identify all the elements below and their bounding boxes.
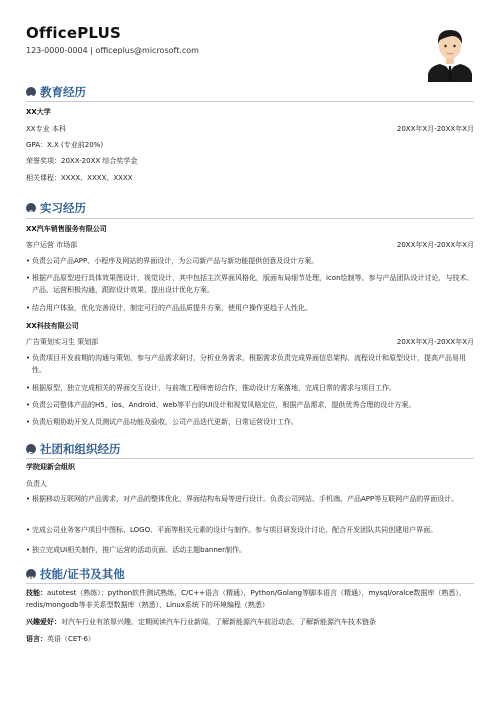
job-role: 广告策划实习生 策划部 bbox=[26, 338, 99, 346]
section-education-header bbox=[26, 84, 86, 100]
list-item: • 负责公司整体产品的H5、ios、Android、web等平台的UI设计和视觉风格定位，根据产品需求，提供优秀合理的设计方案。 bbox=[26, 399, 476, 411]
list-item: • 负责公司产品APP、小程序及网站的界面设计，为公司新产品与新功能提供创意及设计方案。 bbox=[26, 255, 476, 267]
section-title: 实习经历 bbox=[40, 201, 86, 215]
school-name: XX大学 bbox=[26, 108, 51, 116]
section-divider bbox=[26, 101, 474, 102]
hobbies-line bbox=[26, 616, 476, 628]
language-line bbox=[26, 633, 476, 645]
list-item: • 根据产品原型进行具体效果图设计，视觉设计，其中包括主次界面风格化，版面布局细节处理，icon绘制等。参与产品团队设计讨论，与技术、产品、运营积极沟通，跟踪设计效果，提出设计优化方案。 bbox=[26, 272, 476, 296]
grid-icon bbox=[26, 569, 36, 579]
organization-name: 学院迎新会组织 bbox=[26, 463, 75, 471]
candidate-name: OfficePLUS bbox=[26, 24, 122, 42]
skills-text: autotest（熟练）；python软件测试熟练，C/C++语言（精通），Python/Golang等脚本语言（精通），mysql/oralce数据库（熟悉），redis/mongodb等非关系型数据库（熟悉），Linux系统下的环境编程（熟悉） bbox=[26, 589, 466, 609]
job-role-row bbox=[26, 338, 474, 347]
awards: 荣誉奖项：20XX-20XX 综合奖学金 bbox=[26, 157, 138, 165]
contact-info: 123-0000-0004 | officeplus@microsoft.com bbox=[26, 46, 199, 55]
section-title: 教育经历 bbox=[40, 85, 86, 99]
section-divider bbox=[26, 458, 474, 459]
language-label: 语言： bbox=[26, 635, 47, 643]
language-text: 英语（CET-6） bbox=[47, 635, 95, 643]
list-item: • 结合用户体验，优化完善设计，制定可行的产品品质提升方案，使用户操作更趋于人性化。 bbox=[26, 302, 476, 314]
company-name: XX汽车销售服务有限公司 bbox=[26, 225, 107, 233]
gpa: GPA：X.X (专业前20%) bbox=[26, 141, 104, 149]
flag-icon bbox=[26, 444, 36, 454]
list-item: • 负责项目开发前期的沟通与策划，参与产品需求研讨，分析业务需求，根据需求负责完成界面信息架构、流程设计和原型设计，提高产品易用性。 bbox=[26, 352, 476, 376]
list-item: • 完成公司业务客户项目中图标、LOGO、平面等相关元素的设计与制作。参与项目研发设计讨论，配合开发团队共同创建用户界面。 bbox=[26, 524, 476, 536]
club-role: 负责人 bbox=[26, 480, 47, 488]
education-major-row bbox=[26, 125, 474, 134]
hobbies-text: 对汽车行业有浓厚兴趣，定期阅读汽车行业新闻，了解新能源汽车前沿动态，了解新能源汽车技术链条 bbox=[61, 618, 376, 626]
list-item: • 根据移动互联网的产品需求，对产品的整体优化，界面结构布局等进行设计。负责公司网站、手机端、产品APP等互联网产品的界面设计。 bbox=[26, 493, 476, 505]
section-skills-header bbox=[26, 566, 125, 582]
company-name: XX科技有限公司 bbox=[26, 322, 79, 330]
section-club-header bbox=[26, 441, 121, 457]
briefcase-icon bbox=[26, 203, 36, 213]
section-internship-header bbox=[26, 200, 86, 216]
section-title: 技能/证书及其他 bbox=[40, 567, 125, 581]
job-dates: 20XX年X月-20XX年X月 bbox=[396, 241, 474, 249]
hobbies-label: 兴趣爱好： bbox=[26, 618, 61, 626]
major: XX专业 本科 bbox=[26, 125, 66, 133]
section-title: 社团和组织经历 bbox=[40, 442, 121, 456]
list-item: • 负责后期协助开发人员测试产品功能及验收，公司产品迭代更新，日常运营设计工作。 bbox=[26, 416, 476, 428]
education-icon bbox=[26, 87, 36, 97]
courses: 相关课程：XXXX、XXXX、XXXX bbox=[26, 174, 133, 182]
skills-label: 技能： bbox=[26, 589, 47, 597]
job-role: 客户运营 市场部 bbox=[26, 241, 78, 249]
skills-line bbox=[26, 587, 476, 611]
education-dates: 20XX年X月-20XX年X月 bbox=[396, 125, 474, 133]
list-item: • 独立完成UI相关制作，推广运营的活动页面、活动主题banner制作。 bbox=[26, 544, 476, 556]
job-dates: 20XX年X月-20XX年X月 bbox=[396, 338, 474, 346]
list-item: • 根据原型，独立完成相关的界面交互设计，与前端工程师密切合作，推动设计方案落地，完成日常的需求与项目工作。 bbox=[26, 382, 476, 394]
section-divider bbox=[26, 218, 474, 219]
job-role-row bbox=[26, 241, 474, 250]
section-divider bbox=[26, 583, 474, 584]
avatar bbox=[426, 22, 474, 82]
